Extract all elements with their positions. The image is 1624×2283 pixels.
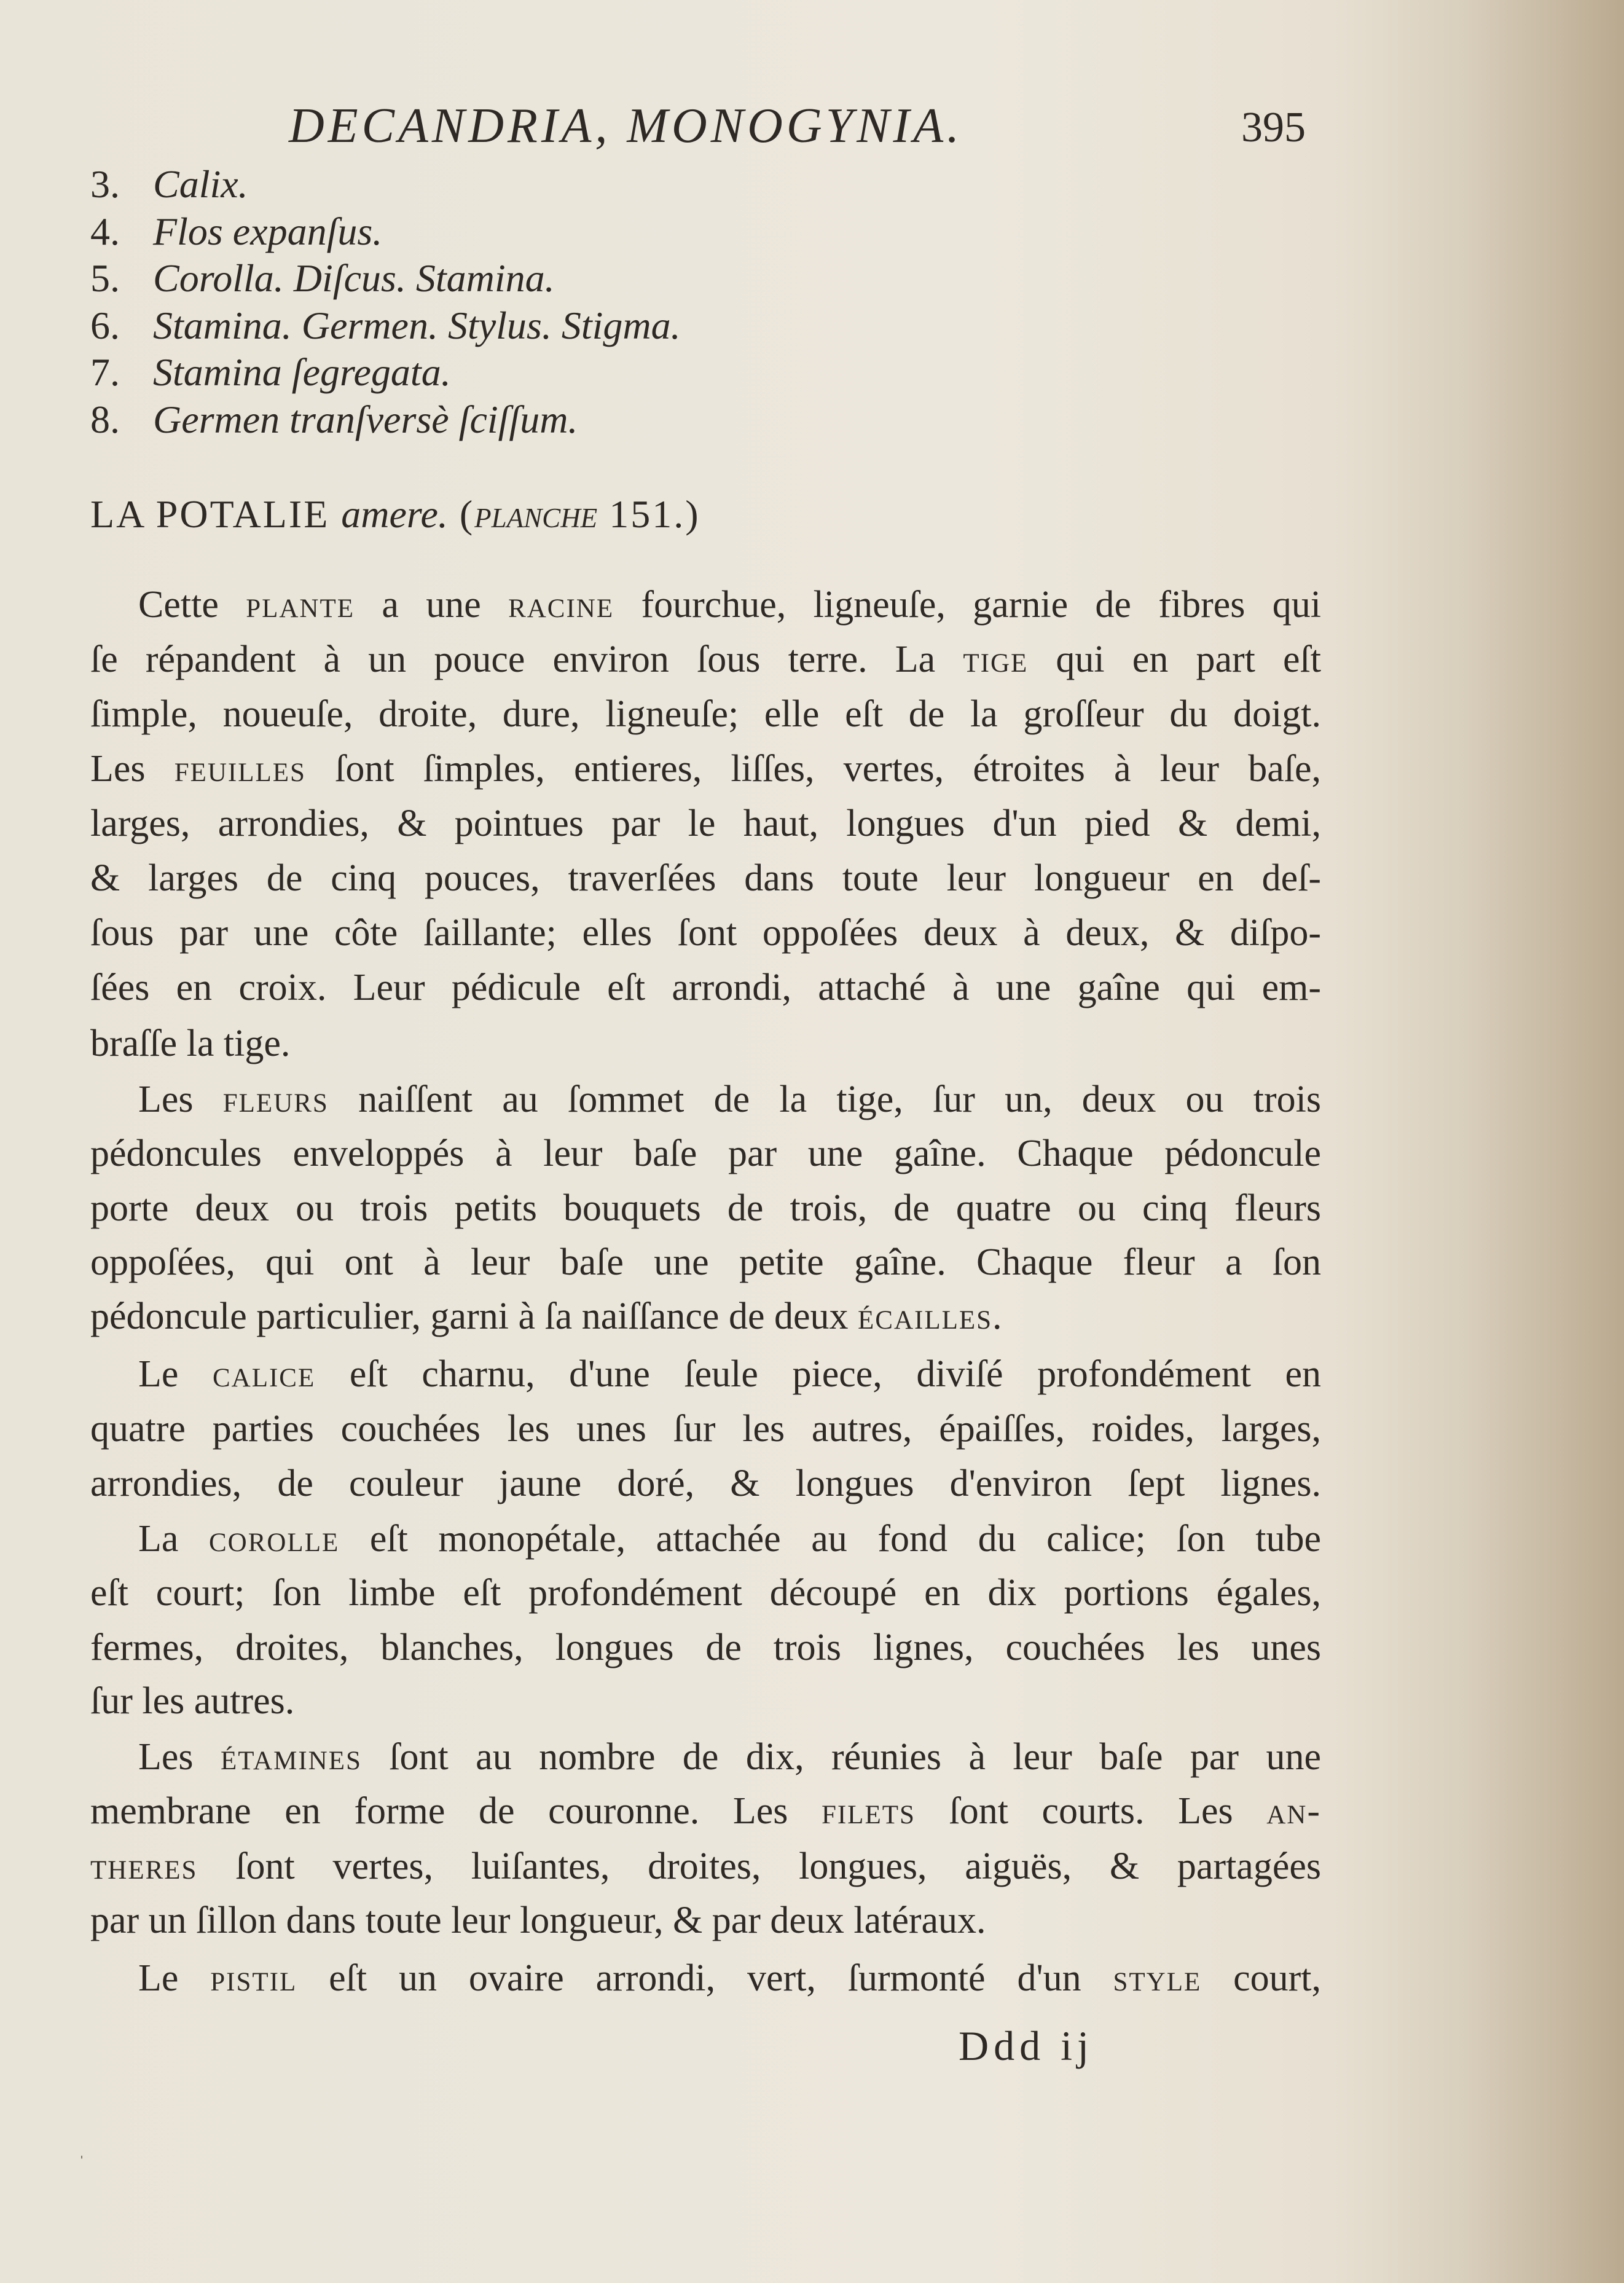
text-run: ſont vertes, luiſantes, droites, longues, aiguës, & partagées <box>197 1845 1321 1887</box>
text-line <box>90 1839 1321 1894</box>
figure-caption: Stamina. Germen. Stylus. Stigma. <box>153 303 681 347</box>
text-line <box>138 1730 1321 1785</box>
plant-epithet: amere. <box>341 492 448 536</box>
plate-label: planche <box>474 492 598 536</box>
figure-list-item <box>90 161 248 208</box>
text-run: court, <box>1201 1957 1322 1999</box>
text-run: ſimple, noueuſe, droite, dure, ligneuſe; elle eſt de la groſſeur du doigt. <box>90 693 1321 735</box>
text-run: eſt monopétale, attachée au fond du calice; ſon tube <box>339 1518 1322 1560</box>
text-run: ſur les autres. <box>90 1680 295 1722</box>
small-caps-term: tige <box>963 639 1029 680</box>
figure-caption: Corolla. Diſcus. Stamina. <box>153 256 555 300</box>
text-line <box>90 1126 1321 1181</box>
text-run: ſe répandent à un pouce environ ſous terre. La <box>90 639 963 680</box>
figure-list-item <box>90 396 578 443</box>
figure-number: 6. <box>90 303 120 347</box>
text-run: & larges de cinq pouces, traverſées dans toute leur longueur en deſ- <box>90 857 1321 899</box>
text-run: Les <box>138 1079 223 1120</box>
plate-number: 151.) <box>609 492 700 536</box>
text-run: Les <box>90 748 175 790</box>
text-run: par un ſillon dans toute leur longueur, & par deux latéraux. <box>90 1900 986 1941</box>
small-caps-term: étamines <box>220 1736 362 1778</box>
small-caps-term: fleurs <box>222 1079 329 1120</box>
figure-caption: Stamina ſegregata. <box>153 350 451 394</box>
text-line <box>90 1893 1321 1948</box>
small-caps-term: écailles <box>858 1295 993 1337</box>
text-line <box>138 1951 1321 2006</box>
small-caps-term: theres <box>90 1845 198 1887</box>
text-run: Le <box>138 1957 211 1999</box>
text-run: oppoſées, qui ont à leur baſe une petite gaîne. Chaque fleur a ſon <box>90 1241 1321 1283</box>
text-line <box>138 578 1321 632</box>
text-run: ſées en croix. Leur pédicule eſt arrondi, attaché à une gaîne qui em- <box>90 967 1321 1008</box>
text-run: Le <box>138 1353 213 1395</box>
text-line <box>90 1674 1321 1729</box>
small-caps-term: feuilles <box>174 748 306 790</box>
text-run: pédoncules enveloppés à leur baſe par une gaîne. Chaque pédoncule <box>90 1133 1321 1174</box>
plate-open-paren: ( <box>459 492 475 536</box>
text-line <box>90 961 1321 1015</box>
small-caps-term: style <box>1113 1957 1202 1999</box>
figure-number: 8. <box>90 397 120 441</box>
text-line <box>138 1347 1321 1402</box>
running-header-title: DECANDRIA, MONOGYNIA. <box>289 99 963 153</box>
text-line <box>90 1235 1321 1290</box>
small-caps-term: an- <box>1266 1790 1321 1832</box>
small-caps-term: corolle <box>208 1518 340 1560</box>
text-line <box>90 1289 1321 1344</box>
text-run: qui en part eſt <box>1028 639 1322 680</box>
text-line <box>90 851 1321 906</box>
text-line <box>90 1016 1321 1071</box>
figure-list-item <box>90 208 382 255</box>
figure-list-item <box>90 349 451 396</box>
text-line <box>138 1072 1321 1127</box>
text-line <box>90 632 1321 687</box>
text-run: pédoncule particulier, garni à ſa naiſſance de deux <box>90 1295 858 1337</box>
figure-number: 3. <box>90 162 120 206</box>
text-line <box>90 687 1321 742</box>
text-run: arrondies, de couleur jaune doré, & longues d'environ ſept lignes. <box>90 1463 1321 1504</box>
text-run: eſt charnu, d'une ſeule piece, diviſé profondément en <box>315 1353 1322 1395</box>
margin-speck: ˌ <box>79 2139 85 2159</box>
small-caps-term: racine <box>508 584 614 626</box>
text-run: larges, arrondies, & pointues par le haut, longues d'un pied & demi, <box>90 803 1321 844</box>
small-caps-term: calice <box>212 1353 316 1395</box>
figure-number: 5. <box>90 256 120 300</box>
small-caps-term: pistil <box>210 1957 297 1999</box>
section-title <box>90 492 700 537</box>
figure-number: 7. <box>90 350 120 394</box>
figure-caption: Germen tranſversè ſciſſum. <box>153 397 578 441</box>
figure-caption: Flos expanſus. <box>153 209 383 253</box>
text-run: eſt un ovaire arrondi, vert, ſurmonté d'un <box>297 1957 1113 1999</box>
text-run: ſont au nombre de dix, réunies à leur baſe par une <box>361 1736 1321 1778</box>
text-run: Les <box>138 1736 221 1778</box>
text-run: Cette <box>138 584 246 626</box>
text-line <box>90 1456 1321 1511</box>
text-run: fourchue, ligneuſe, garnie de fibres qui <box>614 584 1321 626</box>
text-line <box>90 1784 1321 1839</box>
small-caps-term: filets <box>821 1790 916 1832</box>
figure-caption: Calix. <box>153 162 248 206</box>
figure-list-item <box>90 302 681 349</box>
text-line <box>90 1566 1321 1621</box>
text-run: naiſſent au ſommet de la tige, ſur un, deux ou trois <box>328 1079 1321 1120</box>
text-run: ſous par une côte ſaillante; elles ſont oppoſées deux à deux, & diſpo- <box>90 912 1321 954</box>
signature-mark: Ddd ij <box>959 2022 1094 2069</box>
text-line <box>90 1621 1321 1675</box>
text-run: quatre parties couchées les unes ſur les autres, épaiſſes, roides, larges, <box>90 1408 1321 1450</box>
text-run: eſt court; ſon limbe eſt profondément découpé en dix portions égales, <box>90 1572 1321 1614</box>
figure-list-item <box>90 255 555 302</box>
text-line <box>90 906 1321 961</box>
text-run: ſont courts. Les <box>915 1790 1267 1832</box>
text-run: La <box>138 1518 209 1560</box>
small-caps-term: plante <box>246 584 355 626</box>
text-line <box>138 1512 1321 1566</box>
text-run: membrane en forme de couronne. Les <box>90 1790 822 1832</box>
plant-name: LA POTALIE <box>90 492 330 536</box>
text-line <box>90 1402 1321 1456</box>
text-line <box>90 796 1321 851</box>
text-run: braſſe la tige. <box>90 1023 291 1064</box>
text-line <box>90 742 1321 796</box>
text-run: fermes, droites, blanches, longues de trois lignes, couchées les unes <box>90 1627 1321 1668</box>
text-run: a une <box>355 584 509 626</box>
figure-number: 4. <box>90 209 120 253</box>
text-run: . <box>992 1295 1002 1337</box>
text-line <box>90 1181 1321 1236</box>
page-number: 395 <box>1241 104 1306 151</box>
text-run: porte deux ou trois petits bouquets de trois, de quatre ou cinq fleurs <box>90 1187 1321 1229</box>
text-run: ſont ſimples, entieres, liſſes, vertes, étroites à leur baſe, <box>305 748 1321 790</box>
